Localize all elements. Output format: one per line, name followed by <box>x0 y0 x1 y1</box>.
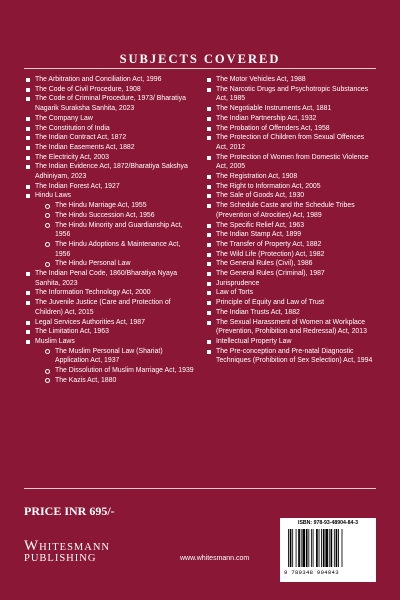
subject-item <box>207 259 376 269</box>
subject-sub-item: The Hindu Adoptions & Maintenance Act, 1956 <box>45 240 195 259</box>
subject-item <box>207 124 376 134</box>
subject-item <box>207 308 376 318</box>
subject-item-label: The Protection of Children from Sexual Offences Act, 2012 <box>216 134 365 151</box>
subject-item-label: The Motor Vehicles Act, 1988 <box>216 76 306 83</box>
subject-item-label: The Code of Civil Procedure, 1908 <box>35 85 141 93</box>
subject-item-label: Intellectual Property Law <box>216 337 292 345</box>
subject-item <box>207 279 376 289</box>
subject-item <box>207 75 376 85</box>
subject-item <box>207 298 376 308</box>
subject-item <box>26 94 195 113</box>
subject-item <box>207 191 376 201</box>
subject-sub-item: The Hindu Marriage Act, 1955 <box>45 201 195 211</box>
barcode-bar <box>336 529 338 567</box>
subject-item-label: The Indian Trusts Act, 1882 <box>216 308 300 316</box>
subject-item-label: The Sale of Goods Act, 1930 <box>216 192 305 200</box>
subject-item-label: The Protection of Women from Domestic Violence Act, 2005 <box>216 153 369 171</box>
publisher-logo-initial: W <box>24 538 40 554</box>
subject-item-label: The Code of Criminal Procedure, 1973/ Bharatiya Nagarik Suraksha Sanhita, 2023 <box>35 95 186 113</box>
subject-item <box>26 153 195 163</box>
subjects-right-list <box>207 75 376 366</box>
barcode-bar <box>316 529 318 567</box>
subjects-right-column <box>195 75 376 386</box>
subject-item <box>26 114 195 124</box>
subject-sub-list <box>35 347 195 386</box>
barcode-bar <box>298 529 300 567</box>
barcode-bars <box>288 529 368 567</box>
barcode-bar <box>311 529 312 567</box>
subject-item-label: The Arbitration and Conciliation Act, 1996 <box>35 76 162 83</box>
subjects-left-column <box>24 75 195 386</box>
publisher-website: www.whitesmann.com <box>180 555 250 562</box>
subject-item <box>207 250 376 260</box>
subject-item-label: The Sexual Harassment of Women at Workplace (Prevention, Prohibition and Redressal) Act, 2013 <box>216 318 367 336</box>
subjects-left-list <box>26 75 195 386</box>
subject-item-label: The Wild Life (Protection) Act, 1982 <box>216 250 325 258</box>
subject-item <box>207 172 376 182</box>
barcode-digits: 9 789348 904843 <box>284 569 339 576</box>
subject-item-label: Principle of Equity and Law of Trust <box>216 299 325 307</box>
subject-item <box>26 191 195 269</box>
barcode-bar <box>306 529 308 567</box>
subject-item <box>207 201 376 220</box>
subject-item-label: Legal Services Authorities Act, 1987 <box>35 318 145 326</box>
subject-item-label: The Indian Stamp Act, 1899 <box>216 231 302 239</box>
subject-item <box>207 182 376 192</box>
barcode-bar <box>292 529 293 567</box>
subject-item <box>26 327 195 337</box>
subject-item-label: The Limitation Act, 1963 <box>35 328 109 336</box>
barcode-bar <box>313 529 314 567</box>
subject-item <box>26 85 195 95</box>
subject-item-label: The Right to Information Act, 2005 <box>216 182 321 190</box>
barcode-bar <box>296 529 297 567</box>
barcode-bar <box>338 529 339 567</box>
subject-item <box>207 114 376 124</box>
subject-item-label: The Indian Contract Act, 1872 <box>35 134 127 142</box>
isbn-label: ISBN: 978-93-48904-84-3 <box>298 520 358 526</box>
barcode-bar <box>301 529 302 567</box>
subject-sub-item: The Kazis Act, 1880 <box>45 376 195 386</box>
barcode-bar <box>331 529 333 567</box>
subject-sub-item: The Muslim Personal Law (Shariat) Application Act, 1937 <box>45 347 195 366</box>
subject-item-label: The Indian Evidence Act, 1872/Bharatiya Sakshya Adhiniyam, 2023 <box>35 163 188 181</box>
subject-item-label: The Registration Act, 1908 <box>216 173 298 181</box>
barcode-bar <box>329 529 330 567</box>
subject-item-label: The Transfer of Property Act, 1882 <box>216 240 322 248</box>
subject-item-label: The Narcotic Drugs and Psychotropic Substances Act, 1985 <box>216 85 369 103</box>
barcode-bar <box>319 529 320 567</box>
publisher-logo-line1: HITESMANN <box>39 542 111 553</box>
subject-item <box>207 85 376 104</box>
subject-item-label: Hindu Laws <box>35 192 72 200</box>
subject-item-label: The Pre-conception and Pre-natal Diagnostic Techniques (Prohibition of Sex Selection) Act, 1994 <box>216 347 373 365</box>
subject-item-label: The General Rules (Civil), 1986 <box>216 260 313 268</box>
subject-item <box>26 182 195 192</box>
subject-item-label: The Indian Partnership Act, 1932 <box>216 114 317 122</box>
divider-top <box>24 68 376 69</box>
subject-sub-item: The Hindu Minority and Guardianship Act, 1956 <box>45 221 195 240</box>
divider-bottom <box>24 488 376 489</box>
subject-item <box>26 162 195 181</box>
subject-item <box>26 133 195 143</box>
subject-item <box>26 75 195 85</box>
barcode-bar <box>342 529 343 567</box>
barcode-bar <box>334 529 335 567</box>
subject-sub-list <box>35 201 195 269</box>
publisher-logo-line2: PUBLISHING <box>24 553 97 564</box>
subject-sub-item: The Dissolution of Muslim Marriage Act, 1939 <box>45 366 195 376</box>
subject-item <box>207 269 376 279</box>
subject-item <box>207 133 376 152</box>
subject-item-label: The Indian Easements Act, 1882 <box>35 143 135 151</box>
barcode-bar <box>308 529 309 567</box>
subject-item-label: The Probation of Offenders Act, 1958 <box>216 124 330 132</box>
subject-item-label: The General Rules (Criminal), 1987 <box>216 270 325 278</box>
subject-item-label: The Indian Penal Code, 1860/Bharatiya Nyaya Sanhita, 2023 <box>35 270 178 287</box>
subject-item <box>207 104 376 114</box>
subject-item-label: The Juvenile Justice (Care and Protection of Children) Act, 2015 <box>35 299 171 316</box>
barcode-bar <box>325 529 328 567</box>
price-label: PRICE INR 695/- <box>24 504 115 518</box>
subject-item <box>207 153 376 172</box>
subject-item-label: The Constitution of India <box>35 124 110 132</box>
subject-item <box>26 298 195 317</box>
subject-item-label: The Indian Forest Act, 1927 <box>35 182 120 190</box>
subject-item-label: The Specific Relief Act, 1963 <box>216 221 305 229</box>
subject-item-label: The Company Law <box>35 114 93 122</box>
subject-item <box>26 143 195 153</box>
isbn-barcode <box>280 518 376 582</box>
subject-item <box>207 240 376 250</box>
subject-item <box>26 269 195 288</box>
subjects-heading: SUBJECTS COVERED <box>119 52 281 66</box>
barcode-bar <box>321 529 322 567</box>
subject-item <box>26 337 195 386</box>
barcode-bar <box>302 529 305 567</box>
barcode-bar <box>290 529 292 567</box>
subject-sub-item: The Hindu Succession Act, 1956 <box>45 211 195 221</box>
subject-sub-item: The Hindu Personal Law <box>45 259 195 269</box>
subject-item <box>207 318 376 337</box>
subject-item-label: The Negotiable Instruments Act, 1881 <box>216 105 332 113</box>
subject-item-label: The Information Technology Act, 2000 <box>35 289 151 297</box>
subject-item <box>26 124 195 134</box>
subject-item <box>207 347 376 366</box>
subject-item-label: The Schedule Caste and the Schedule Tribes (Prevention of Atrocities) Act, 1989 <box>216 202 355 219</box>
subject-item-label: Jurisprudence <box>216 279 260 287</box>
subject-item <box>207 288 376 298</box>
subject-item <box>26 288 195 298</box>
subject-item-label: Law of Torts <box>216 289 254 297</box>
subject-item-label: The Electricity Act, 2003 <box>35 153 109 161</box>
publisher-logo <box>24 538 111 564</box>
subject-item <box>207 230 376 240</box>
barcode-bar <box>323 529 325 567</box>
subject-item <box>207 221 376 231</box>
subject-item <box>207 337 376 347</box>
barcode-bar <box>288 529 289 567</box>
subject-item <box>26 318 195 328</box>
subjects-columns <box>24 75 376 386</box>
subject-item-label: Muslim Laws <box>35 337 75 345</box>
